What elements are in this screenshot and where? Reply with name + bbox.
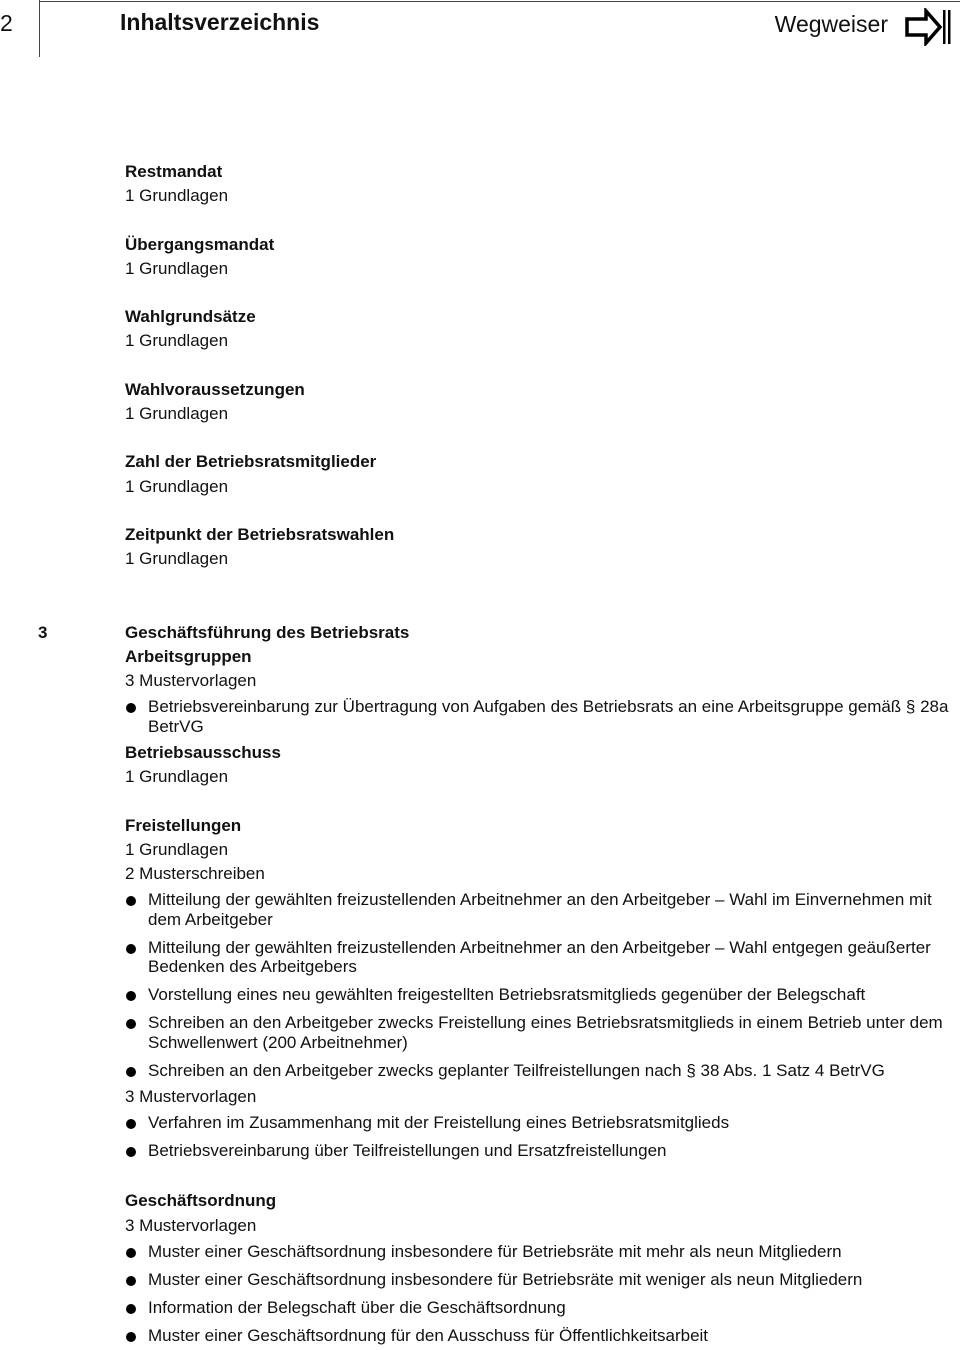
- toc-bullet-item: [0, 1294, 960, 1322]
- section-heading: Zahl der Betriebsratsmitglieder: [125, 452, 377, 472]
- chapter-heading: [0, 621, 960, 645]
- guide-label: Wegweiser: [774, 11, 888, 37]
- subsection-label: 1 Grundlagen: [125, 186, 229, 206]
- margin-rule: [39, 0, 40, 57]
- subsection-label: 1 Grundlagen: [125, 767, 229, 787]
- subsection-label: 2 Musterschreiben: [125, 864, 265, 884]
- section-heading: Geschäftsordnung: [125, 1191, 277, 1211]
- bullet-text: Mitteilung der gewählten freizustellenden Arbeitnehmer an den Arbeitgeber – Wahl im Einvernehmen mit dem Arbeitgeber: [148, 890, 932, 929]
- bullet-icon: [126, 896, 136, 906]
- chapter-number: 3: [38, 622, 48, 642]
- section-heading: Freistellungen: [125, 815, 242, 835]
- bullet-icon: [126, 991, 136, 1001]
- bullet-icon: [126, 1276, 136, 1286]
- bullet-text: Vorstellung eines neu gewählten freigestellten Betriebsratsmitglieds gegenüber der Belegschaft: [148, 985, 866, 1005]
- subsection-label: 1 Grundlagen: [125, 549, 229, 569]
- section-heading: Wahlgrundsätze: [125, 307, 256, 327]
- toc-bullet-item: [0, 1322, 960, 1350]
- toc-bullet-item: [0, 1238, 960, 1266]
- bullet-icon: [126, 703, 136, 713]
- page-number: 2: [0, 10, 13, 36]
- toc-bullet-item: [0, 1009, 960, 1057]
- header-rule: [40, 1, 960, 2]
- bullet-icon: [126, 1248, 136, 1258]
- toc-bullet-item: [0, 693, 960, 741]
- bullet-text: Information der Belegschaft über die Geschäftsordnung: [148, 1297, 566, 1317]
- bullet-text: Muster einer Geschäftsordnung insbesondere für Betriebsräte mit mehr als neun Mitgliedern: [148, 1241, 842, 1261]
- toc-bullet-item: [0, 934, 960, 982]
- bullet-icon: [126, 1019, 136, 1029]
- section-heading: Zeitpunkt der Betriebsratswahlen: [125, 524, 395, 544]
- page-title: Inhaltsverzeichnis: [120, 9, 320, 35]
- bullet-icon: [126, 1332, 136, 1342]
- toc-list: [0, 160, 960, 1350]
- bullet-text: Betriebsvereinbarung zur Übertragung von Aufgaben des Betriebsrats an eine Arbeitsgruppe gemäß § 28a BetrVG: [148, 697, 949, 736]
- subsection-label: 1 Grundlagen: [125, 404, 229, 424]
- toc-bullet-item: [0, 981, 960, 1009]
- bullet-text: Betriebsvereinbarung über Teilfreistellungen und Ersatzfreistellungen: [148, 1141, 667, 1161]
- subsection-label: 3 Mustervorlagen: [125, 1215, 257, 1235]
- bullet-icon: [126, 1119, 136, 1129]
- subsection-label: 1 Grundlagen: [125, 839, 229, 859]
- toc-bullet-item: [0, 886, 960, 934]
- section-heading: Übergangsmandat: [125, 234, 275, 254]
- section-heading: Wahlvoraussetzungen: [125, 379, 305, 399]
- section-heading: Restmandat: [125, 162, 223, 181]
- arrow-right-bar-icon: [904, 8, 952, 46]
- toc-bullet-item: [0, 1266, 960, 1294]
- bullet-icon: [126, 1304, 136, 1314]
- toc-bullet-item: [0, 1057, 960, 1085]
- toc-bullet-item: [0, 1109, 960, 1137]
- bullet-icon: [126, 1147, 136, 1157]
- bullet-text: Muster einer Geschäftsordnung insbesondere für Betriebsräte mit weniger als neun Mitgliedern: [148, 1269, 863, 1289]
- subsection-label: 1 Grundlagen: [125, 476, 229, 496]
- chapter-title: Geschäftsführung des Betriebsrats: [125, 622, 410, 642]
- bullet-icon: [126, 1067, 136, 1077]
- bullet-text: Verfahren im Zusammenhang mit der Freistellung eines Betriebsratsmitglieds: [148, 1113, 730, 1133]
- section-heading: Arbeitsgruppen: [125, 646, 252, 666]
- bullet-text: Schreiben an den Arbeitgeber zwecks Freistellung eines Betriebsratsmitglieds in einem Betrieb unter dem Schwellenwert (200 Arbeitnehmer): [148, 1013, 943, 1052]
- bullet-icon: [126, 944, 136, 954]
- subsection-label: 3 Mustervorlagen: [125, 1086, 257, 1106]
- subsection-label: 1 Grundlagen: [125, 331, 229, 351]
- bullet-text: Schreiben an den Arbeitgeber zwecks geplanter Teilfreistellungen nach § 38 Abs. 1 Satz 4 BetrVG: [148, 1060, 885, 1080]
- subsection-label: 1 Grundlagen: [125, 258, 229, 278]
- section-heading: Betriebsausschuss: [125, 742, 281, 762]
- bullet-text: Muster einer Geschäftsordnung für den Ausschuss für Öffentlichkeitsarbeit: [148, 1325, 709, 1345]
- bullet-text: Mitteilung der gewählten freizustellenden Arbeitnehmer an den Arbeitgeber – Wahl entgegen geäußerter Bedenken des Arbeitgebers: [148, 937, 931, 977]
- subsection-label: 3 Mustervorlagen: [125, 671, 257, 691]
- toc-bullet-item: [0, 1137, 960, 1165]
